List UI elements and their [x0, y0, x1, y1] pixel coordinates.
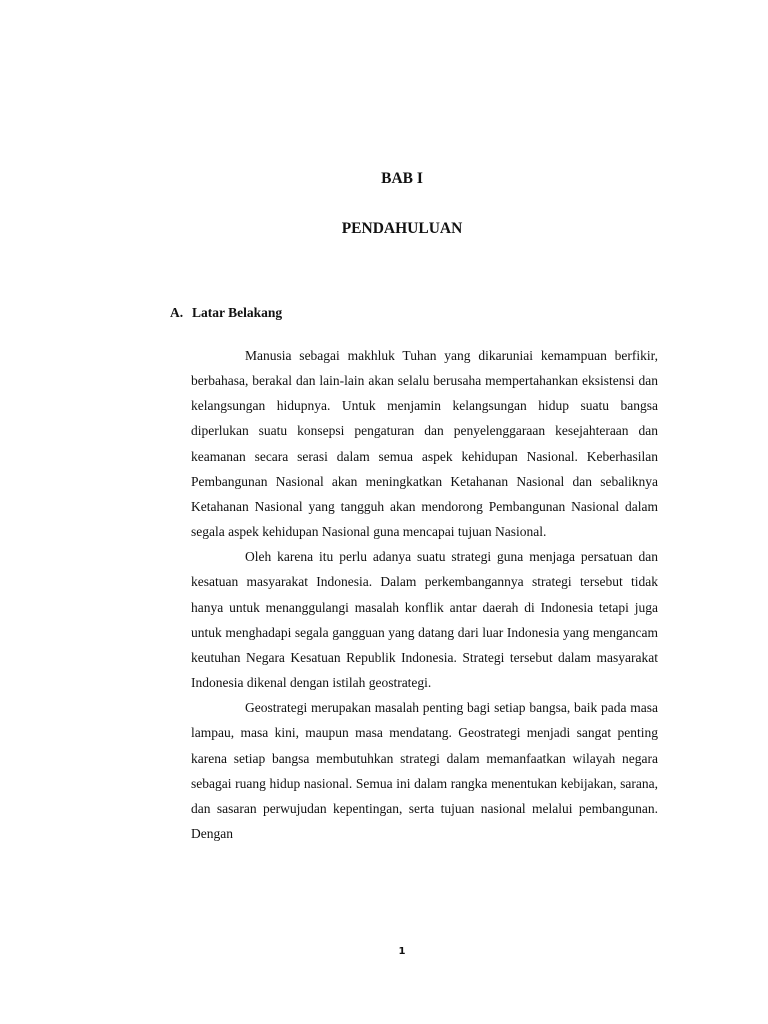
section-title: Latar Belakang	[192, 305, 283, 320]
chapter-number: BAB I	[381, 170, 423, 187]
body-text	[191, 343, 658, 846]
chapter-title: PENDAHULUAN	[341, 220, 463, 237]
section-heading	[170, 305, 282, 321]
section-marker: A.	[170, 305, 184, 320]
page-number: 1	[398, 946, 406, 957]
paragraph-2: Oleh karena itu perlu adanya suatu strategi guna menjaga persatuan dan kesatuan masyarakat Indonesia. Dalam perkembangannya strategi tersebut tidak hanya untuk menanggulangi masalah konflik antar daerah di Indonesia tetapi juga untuk menghadapi segala gangguan yang datang dari luar Indonesia yang mengancam keutuhan Negara Kesatuan Republik Indonesia. Strategi tersebut dalam masyarakat Indonesia dikenal dengan istilah geostrategi.	[191, 549, 658, 691]
paragraph-1: Manusia sebagai makhluk Tuhan yang dikaruniai kemampuan berfikir, berbahasa, berakal dan lain-lain akan selalu berusaha mempertahankan eksistensi dan kelangsungan hidupnya. Untuk menjamin kelangsungan hidup suatu bangsa diperlukan suatu konsepsi pengaturan dan penyelenggaraan kesejahteraan dan keamanan secara serasi dalam semua aspek kehidupan Nasional. Keberhasilan Pembangunan Nasional akan meningkatkan Ketahanan Nasional dan sebaliknya Ketahanan Nasional yang tangguh akan mendorong Pembangunan Nasional dalam segala aspek kehidupan Nasional guna mencapai tujuan Nasional.	[191, 348, 658, 540]
paragraph-3: Geostrategi merupakan masalah penting bagi setiap bangsa, baik pada masa lampau, masa kini, maupun masa mendatang. Geostrategi menjadi sangat penting karena setiap bangsa membutuhkan strategi dalam memanfaatkan wilayah negara sebagai ruang hidup nasional. Semua ini dalam rangka menentukan kebijakan, sarana, dan sasaran perwujudan kepentingan, serta tujuan nasional melalui pembangunan. Dengan	[191, 700, 658, 841]
